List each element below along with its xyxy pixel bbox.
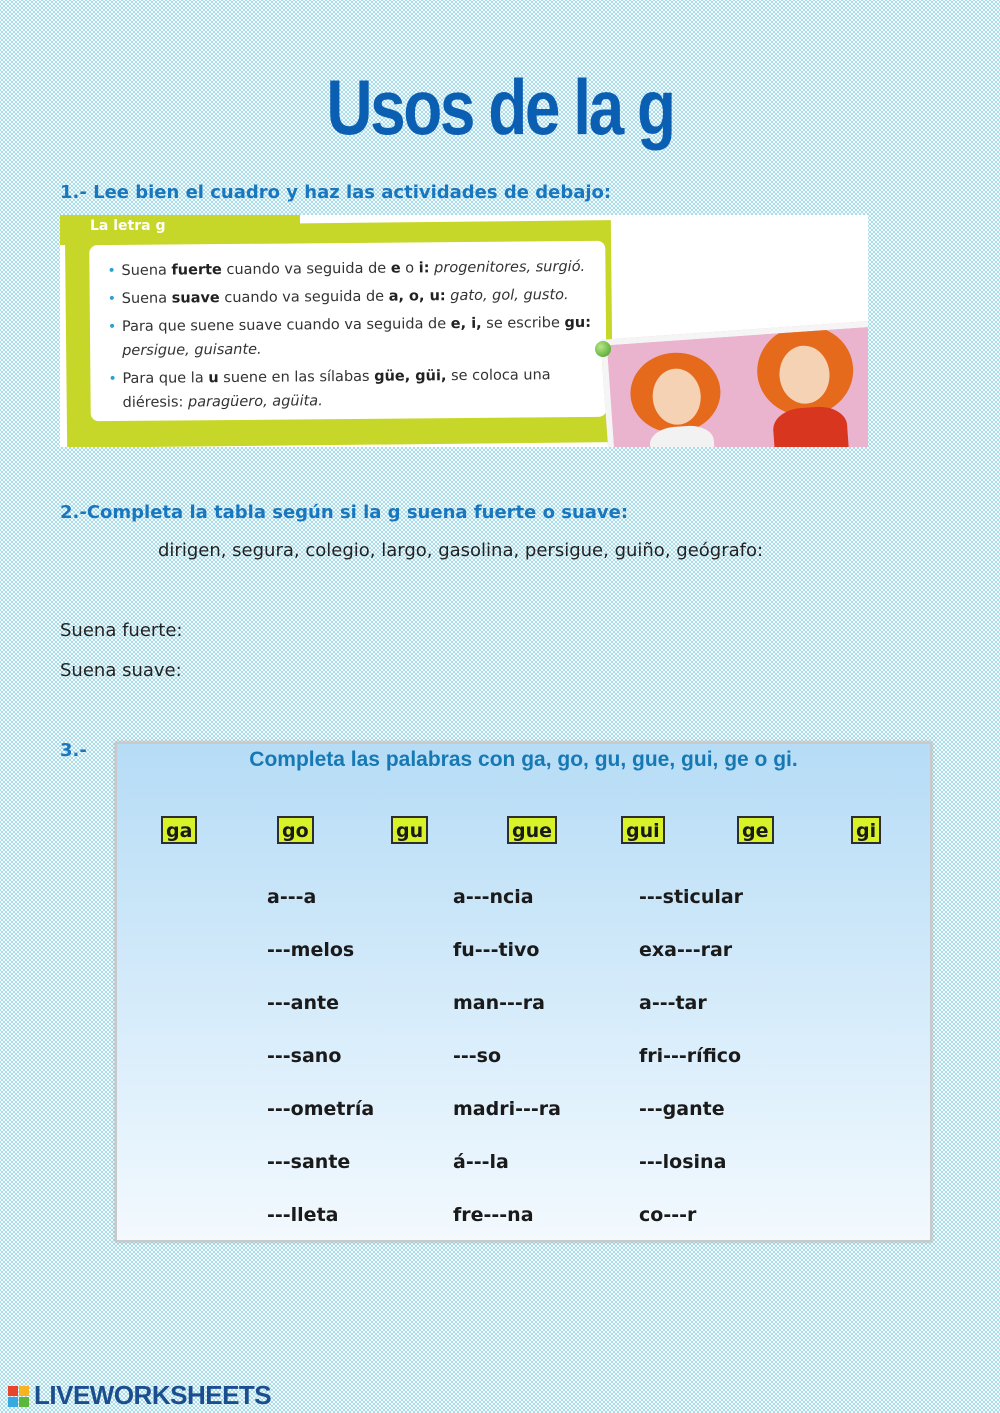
word-list: dirigen, segura, colegio, largo, gasolina, persigue, guiño, geógrafo: <box>158 540 764 561</box>
blank-word[interactable]: ---gante <box>639 1098 725 1120</box>
blank-word[interactable]: fre---na <box>453 1204 534 1226</box>
page-title: Usos de la g <box>326 63 674 151</box>
blank-word[interactable]: ---sante <box>267 1151 351 1173</box>
bullet-icon: • <box>107 291 117 308</box>
blank-word[interactable]: ---ometría <box>267 1098 375 1120</box>
bullet-icon: • <box>107 263 116 280</box>
brand-name[interactable]: LIVEWORKSHEETS <box>34 1380 272 1410</box>
section3-number: 3.- <box>60 740 87 761</box>
blank-word[interactable]: a---tar <box>639 992 707 1014</box>
blank-word[interactable]: a---ncia <box>453 886 534 908</box>
blank-word[interactable]: ---sticular <box>639 886 744 908</box>
blank-word[interactable]: co---r <box>639 1204 697 1226</box>
liveworksheets-logo-icon <box>8 1386 30 1408</box>
blank-word[interactable]: a---a <box>267 886 317 908</box>
rules-list <box>89 241 606 415</box>
blank-word[interactable]: fri---rífico <box>639 1045 742 1067</box>
syllable-chip-ga[interactable]: ga <box>161 816 197 844</box>
section1-heading: 1.- Lee bien el cuadro y haz las actividades de debajo: <box>60 182 612 203</box>
section2-heading: 2.-Completa la tabla según si la g suena fuerte o suave: <box>60 502 629 523</box>
rule-item: • Para que la u suene en las sílabas güe, güi, se coloca una diéresis: paragüero, agüita. <box>108 367 551 411</box>
syllable-chip-gi[interactable]: gi <box>851 816 881 844</box>
syllable-chip-gue[interactable]: gue <box>507 816 557 844</box>
bullet-icon: • <box>108 371 117 388</box>
blank-word[interactable]: fu---tivo <box>453 939 540 961</box>
syllable-chip-gui[interactable]: gui <box>621 816 665 844</box>
soft-sound-label: Suena suave: <box>60 660 182 681</box>
blank-word[interactable]: á---la <box>453 1151 509 1173</box>
blank-word[interactable]: ---sano <box>267 1045 342 1067</box>
blank-word[interactable]: ---ante <box>267 992 339 1014</box>
blank-word[interactable]: ---melos <box>267 939 355 961</box>
syllable-chip-gu[interactable]: gu <box>391 816 428 844</box>
exercise3-title: Completa las palabras con ga, go, gu, gue, gui, ge o gi. <box>249 748 798 771</box>
rule-item: • Suena fuerte cuando va seguida de e o i: progenitores, surgió. <box>121 255 597 283</box>
rule-item: • Para que suene suave cuando va seguida de e, i, se escribe gu: persigue, guisante. <box>107 314 592 359</box>
blank-word[interactable]: madri---ra <box>453 1098 561 1120</box>
blank-word[interactable]: ---lleta <box>267 1204 339 1226</box>
strong-sound-label: Suena fuerte: <box>60 620 183 641</box>
rule-item: • Suena suave cuando va seguida de a, o, u: gato, gol, gusto. <box>122 283 598 311</box>
syllable-chip-go[interactable]: go <box>277 816 314 844</box>
syllable-chip-ge[interactable]: ge <box>737 816 774 844</box>
pin-icon <box>595 341 611 357</box>
exercise3-box <box>115 742 932 1242</box>
blank-word[interactable]: ---so <box>453 1045 502 1067</box>
blank-word[interactable]: man---ra <box>453 992 545 1014</box>
girls-illustration <box>601 321 868 447</box>
rules-box-content <box>89 241 607 421</box>
blank-word[interactable]: exa---rar <box>639 939 733 961</box>
rules-box-tab: La letra g <box>60 215 300 245</box>
bullet-icon: • <box>107 319 117 336</box>
rules-box <box>60 215 868 447</box>
blank-word[interactable]: ---losina <box>639 1151 727 1173</box>
